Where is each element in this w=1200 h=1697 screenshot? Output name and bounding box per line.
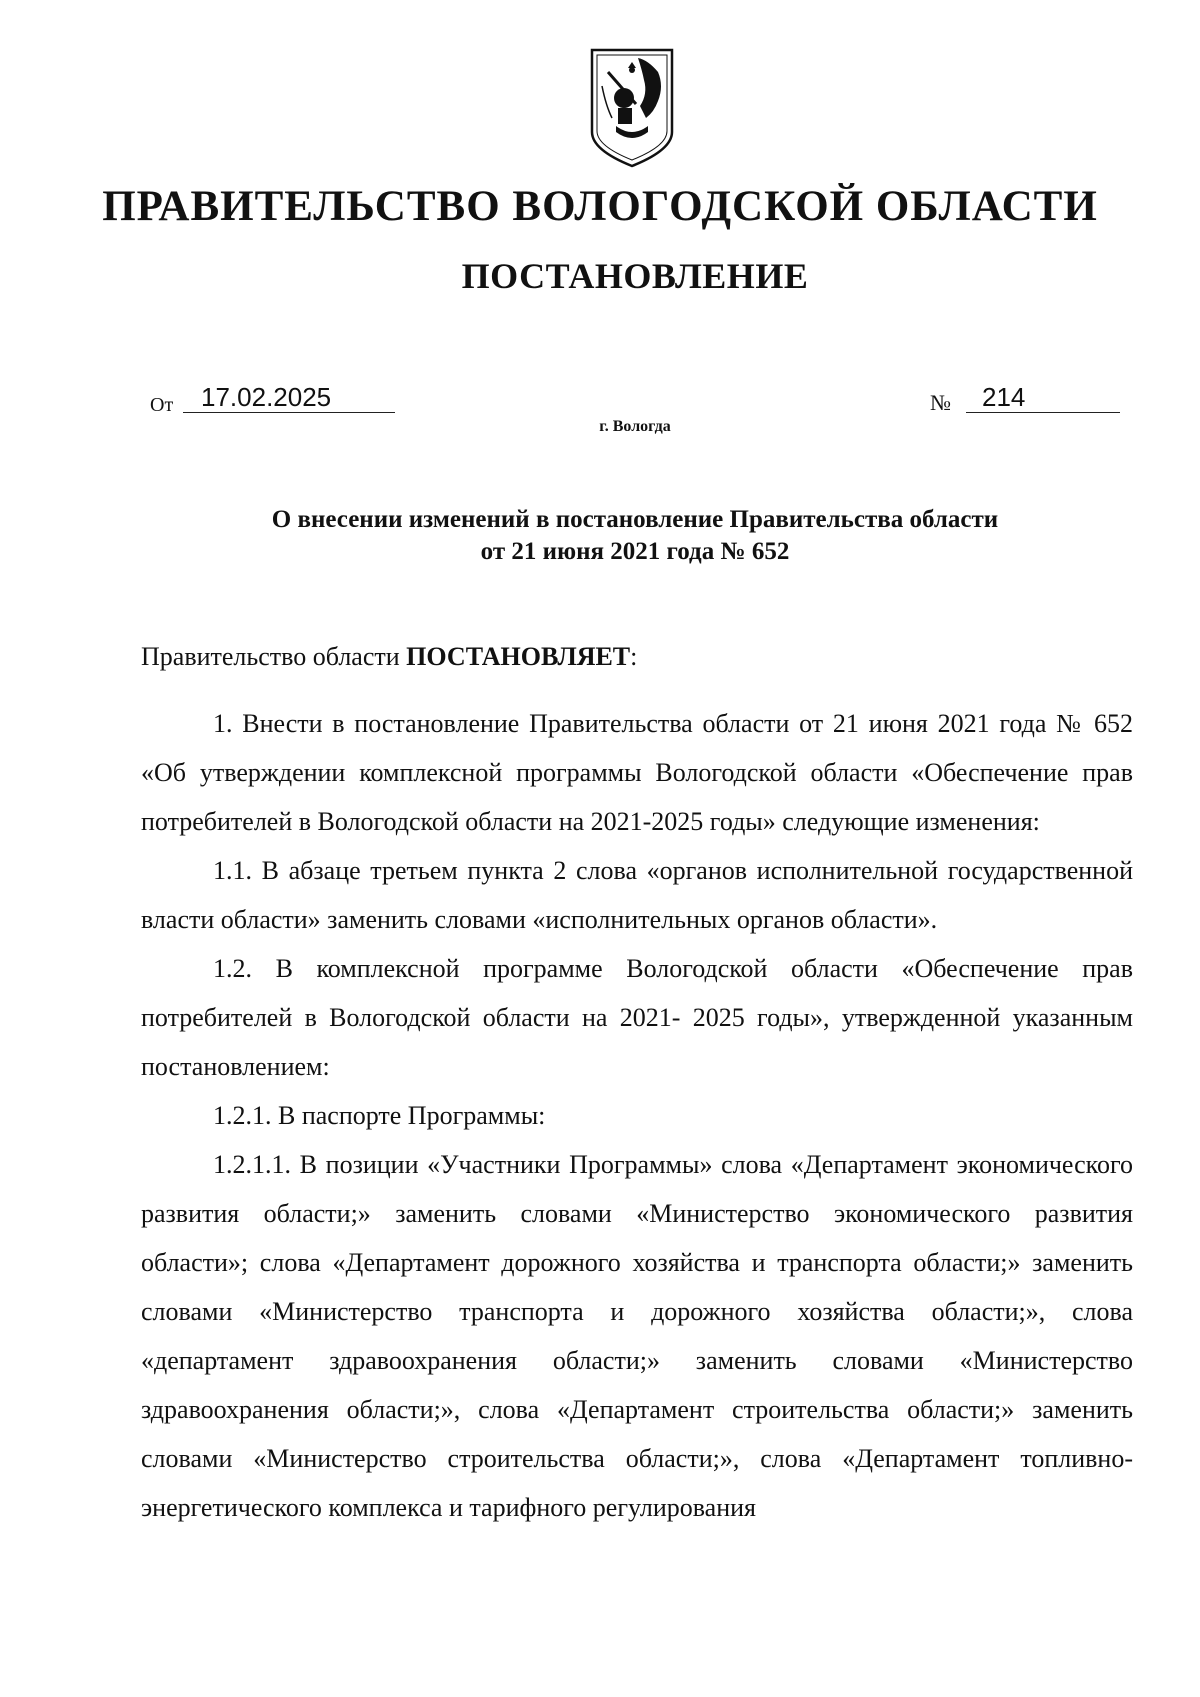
date-label: От [150,394,174,416]
city: г. Вологда [599,418,671,435]
subject-line-1: О внесении изменений в постановление Правительства области [271,506,999,533]
document-type: ПОСТАНОВЛЕНИЕ [461,256,809,296]
paragraph-1-2: 1.2. В комплексной программе Вологодской области «Обеспечение прав потребителей в Вологодской области на 2021- 2025 годы», утвержденной указанным постановлением: [141,954,1133,1081]
date-value: 17.02.2025 [183,382,395,413]
intro-text: Правительство области [141,642,407,671]
paragraph-1-2-1: 1.2.1. В паспорте Программы: [213,1101,546,1130]
number-value: 214 [966,382,1120,413]
document-body [141,632,1133,1532]
coat-of-arms-emblem [588,46,676,170]
paragraph-1-1: 1.1. В абзаце третьем пункта 2 слова «органов исполнительной государственной власти области» заменить словами «исполнительных органов области». [141,856,1133,934]
paragraph-1-2-1-1: 1.2.1.1. В позиции «Участники Программы» слова «Департамент экономического развития области;» заменить словами «Министерство экономического развития области»; слова «Департамент дорожного хозяйства и транспорта области;» заменить словами «Министерство транспорта и дорожного хозяйства области;», слова «департамент здравоохранения области;» заменить словами «Министерство здравоохранения области;», слова «Департамент строительства области;» заменить словами «Министерство строительства области;», слова «Департамент топливно-энергетического комплекса и тарифного регулирования [141,1150,1133,1522]
number-label: № [930,390,951,415]
intro-bold-verb: ПОСТАНОВЛЯЕТ [406,642,631,671]
subject-line-2: от 21 июня 2021 года № 652 [480,538,790,565]
intro-colon: : [630,642,638,671]
document-subject [160,504,1110,568]
paragraph-1: 1. Внести в постановление Правительства области от 21 июня 2021 года № 652 «Об утверждении комплексной программы Вологодской области «Обеспечение прав потребителей в Вологодской области на 2021-2025 годы» следующие изменения: [141,709,1133,836]
government-title: ПРАВИТЕЛЬСТВО ВОЛОГОДСКОЙ ОБЛАСТИ [102,183,1098,230]
intro-paragraph [141,632,1133,681]
